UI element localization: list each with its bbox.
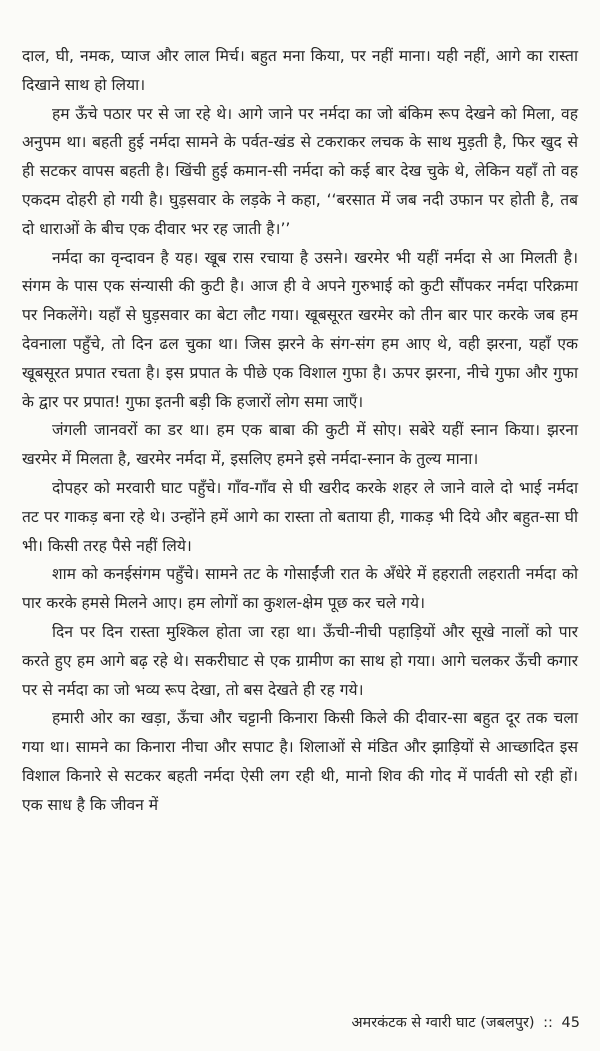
paragraph-3: नर्मदा का वृन्दावन है यह। खूब रास रचाया है उसने। खरमेर भी यहीं नर्मदा से आ मिलती है। संगम के पास एक संन्यासी की कुटी है। आज ही वे अपने गुरुभाई को कुटी सौंपकर नर्मदा परिक्रमा पर निकलेंगे। यहाँ से घुड़सवार का बेटा लौट गया। खूबसूरत खरमेर को तीन बार पार करके जब हम देवनाला पहुँचे, तो दिन ढल चुका था। जिस झरने के संग-संग हम आए थे, वही झरना, यहाँ एक खूबसूरत प्रपात रचता है। इस प्रपात के पीछे एक विशाल गुफा है। ऊपर झरना, नीचे गुफा और गुफा के द्वार पर प्रपात! गुफा इतनी बड़ी कि हजारों लोग समा जाएँ। [22,248,578,411]
running-head-title: अमरकंटक से ग्वारी घाट (जबलपुर) [351,1015,535,1031]
paragraph-4: जंगली जानवरों का डर था। हम एक बाबा की कुटी में सोए। सबेरे यहीं स्नान किया। झरना खरमेर में मिलता है, खरमेर नर्मदा में, इसलिए हमने इसे नर्मदा-स्नान के तुल्य माना। [22,421,578,469]
paragraph-1: दाल, घी, नमक, प्याज और लाल मिर्च। बहुत मना किया, पर नहीं माना। यही नहीं, आगे का रास्ता दिखाने साथ हो लिया। [22,47,578,94]
paragraph-8: हमारी ओर का खड़ा, ऊँचा और चट्टानी किनारा किसी किले की दीवार-सा बहुत दूर तक चला गया था। सामने का किनारा नीचा और सपाट है। शिलाओं से मंडित और झाड़ियों से आच्छादित इस विशाल किनारे से सटकर बहती नर्मदा ऐसी लग रही थी, मानो शिव की गोद में पार्वती सो रही हों। एक साध है कि जीवन में [22,709,578,814]
paragraph-5: दोपहर को मरवारी घाट पहुँचे। गाँव-गाँव से घी खरीद करके शहर ले जाने वाले दो भाई नर्मदा तट पर गाकड़ बना रहे थे। उन्होंने हमें आगे का रास्ता तो बताया ही, गाकड़ भी दिये और बहुत-सा घी भी। किसी तरह पैसे नहीं लिये। [22,478,578,555]
page-number: 45 [561,1015,580,1031]
paragraph-2: हम ऊँचे पठार पर से जा रहे थे। आगे जाने पर नर्मदा का जो बंकिम रूप देखने को मिला, वह अनुपम था। बहती हुई नर्मदा सामने के पर्वत-खंड से टकराकर लचक के साथ मुड़ती है, फिर खुद से ही सटकर वापस बहती है। खिंची हुई कमान-सी नर्मदा को कई बार देख चुके थे, लेकिन यहाँ तो वह एकदम दोहरी हो गयी है। घुड़सवार के लड़के ने कहा, ‘‘बरसात में जब नदी उफान पर होती है, तब दो धाराओं के बीच एक दीवार भर रह जाती है।’’ [22,104,578,238]
paragraph-6: शाम को कनईसंगम पहुँचे। सामने तट के गोसाईंजी रात के अँधेरे में हहराती लहराती नर्मदा को पार करके हमसे मिलने आए। हम लोगों का कुशल-क्षेम पूछ कर चले गये। [22,565,578,613]
footer-separator: :: [543,1015,553,1031]
paragraph-7: दिन पर दिन रास्ता मुश्किल होता जा रहा था। ऊँची-नीची पहाड़ियों और सूखे नालों को पार करते हुए हम आगे बढ़ रहे थे। सकरीघाट से एक ग्रामीण का साथ हो गया। आगे चलकर ऊँची कगार पर से नर्मदा का जो भव्य रूप देखा, तो बस देखते ही रह गये। [22,622,578,699]
page-footer [351,1013,580,1033]
